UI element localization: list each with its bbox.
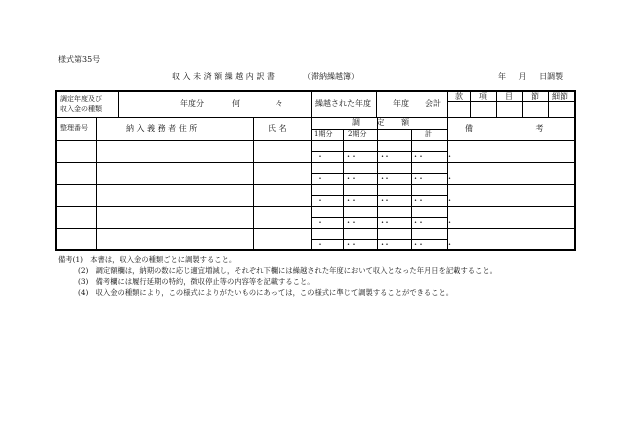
- note-3: (3) 備考欄には履行延期の特約，徴収停止等の内容等を記載すること。: [78, 277, 315, 286]
- date-dots-total: ・ ・: [417, 152, 463, 161]
- note-1: 備考(1) 本書は，収入金の種類ごとに調製すること。: [58, 255, 237, 264]
- form-number: 様式第35号: [58, 55, 101, 64]
- remarks-column-header: 備 考: [465, 124, 544, 133]
- document-title: 収 入 未 済 額 繰 越 内 訳 書: [172, 72, 275, 81]
- date-dots-col3: ・ ・: [383, 218, 429, 227]
- subject-vline: [522, 90, 523, 117]
- body-vline: [343, 129, 344, 251]
- body-vline: [253, 117, 254, 251]
- number-column-header: 整理番号: [60, 124, 88, 132]
- date-dots-col3: ・ ・: [383, 174, 429, 183]
- date-dots-term1: ・ ・: [316, 196, 362, 205]
- date-dots-term2: ・ ・: [350, 196, 396, 205]
- fiscal-year-label-line2: 収入金の種類: [60, 105, 102, 113]
- table-left-border: [55, 90, 57, 251]
- total-column-header: 計: [425, 130, 432, 138]
- note-2: (2) 調定額欄は，納期の数に応じ適宜増減し，それぞれ下欄には繰越された年度において収入となった年月日を記載すること。: [78, 266, 497, 275]
- column-header-divider: [55, 140, 576, 141]
- date-dots-total: ・ ・: [417, 240, 463, 249]
- date-dots-term1: ・ ・: [316, 240, 362, 249]
- year-suffix-label: 年度: [393, 99, 409, 108]
- subject-vline: [548, 90, 549, 117]
- row-line: [55, 162, 576, 163]
- subject-saisetsu: 細節: [552, 92, 568, 101]
- subject-moku: 目: [505, 92, 513, 101]
- prepared-date: 年 月 日調製: [498, 72, 564, 81]
- fiscal-year-label-line1: 調定年度及び: [60, 95, 102, 103]
- date-dots-col3: ・ ・: [383, 152, 429, 161]
- header-vline: [311, 90, 312, 117]
- row-line: [55, 184, 576, 185]
- subject-kou: 項: [479, 92, 487, 101]
- document-subtitle: （滞納繰越簿）: [303, 72, 359, 81]
- account-label: 会計: [425, 99, 441, 108]
- header-vline: [376, 90, 377, 117]
- table-right-border: [574, 90, 576, 251]
- subject-vline: [496, 90, 497, 117]
- term2-column-header: 2期分: [348, 130, 367, 138]
- term1-column-header: 1期分: [314, 130, 333, 138]
- ditto-label: 々: [275, 99, 283, 108]
- date-dots-total: ・ ・: [417, 196, 463, 205]
- row-line: [55, 206, 576, 207]
- body-vline: [411, 129, 412, 251]
- date-dots-total: ・ ・: [417, 174, 463, 183]
- date-dots-col3: ・ ・: [383, 240, 429, 249]
- date-dots-term1: ・ ・: [316, 218, 362, 227]
- body-vline: [96, 117, 97, 251]
- date-dots-term2: ・ ・: [350, 174, 396, 183]
- header-vline: [118, 90, 119, 117]
- header-vline: [447, 90, 448, 117]
- row-line: [55, 228, 576, 229]
- subject-label-line: [447, 101, 576, 102]
- date-dots-col3: ・ ・: [383, 196, 429, 205]
- date-dots-term2: ・ ・: [350, 218, 396, 227]
- date-dots-term2: ・ ・: [350, 152, 396, 161]
- header-row-divider: [55, 117, 576, 118]
- date-dots-term1: ・ ・: [316, 152, 362, 161]
- carried-year-label: 繰越された年度: [315, 99, 371, 108]
- year-part-label: 年度分: [180, 99, 204, 108]
- date-dots-total: ・ ・: [417, 218, 463, 227]
- table-top-border: [55, 90, 576, 92]
- subject-setsu: 節: [531, 92, 539, 101]
- date-dots-term1: ・ ・: [316, 174, 362, 183]
- subject-vline: [470, 90, 471, 117]
- what-label: 何: [232, 99, 240, 108]
- note-4: (4) 収入金の種類により，この様式によりがたいものにあっては，この様式に準じて調製することができること。: [78, 288, 454, 297]
- body-vline: [447, 117, 448, 251]
- table-bottom-border: [55, 249, 576, 251]
- name-column-header: 氏 名: [268, 124, 287, 133]
- body-vline: [377, 117, 378, 251]
- assessment-column-header: 調 定 額: [352, 118, 410, 127]
- address-column-header: 納 入 義 務 者 住 所: [126, 124, 198, 133]
- date-dots-term2: ・ ・: [350, 240, 396, 249]
- body-vline: [311, 117, 312, 251]
- subject-kan: 款: [455, 92, 463, 101]
